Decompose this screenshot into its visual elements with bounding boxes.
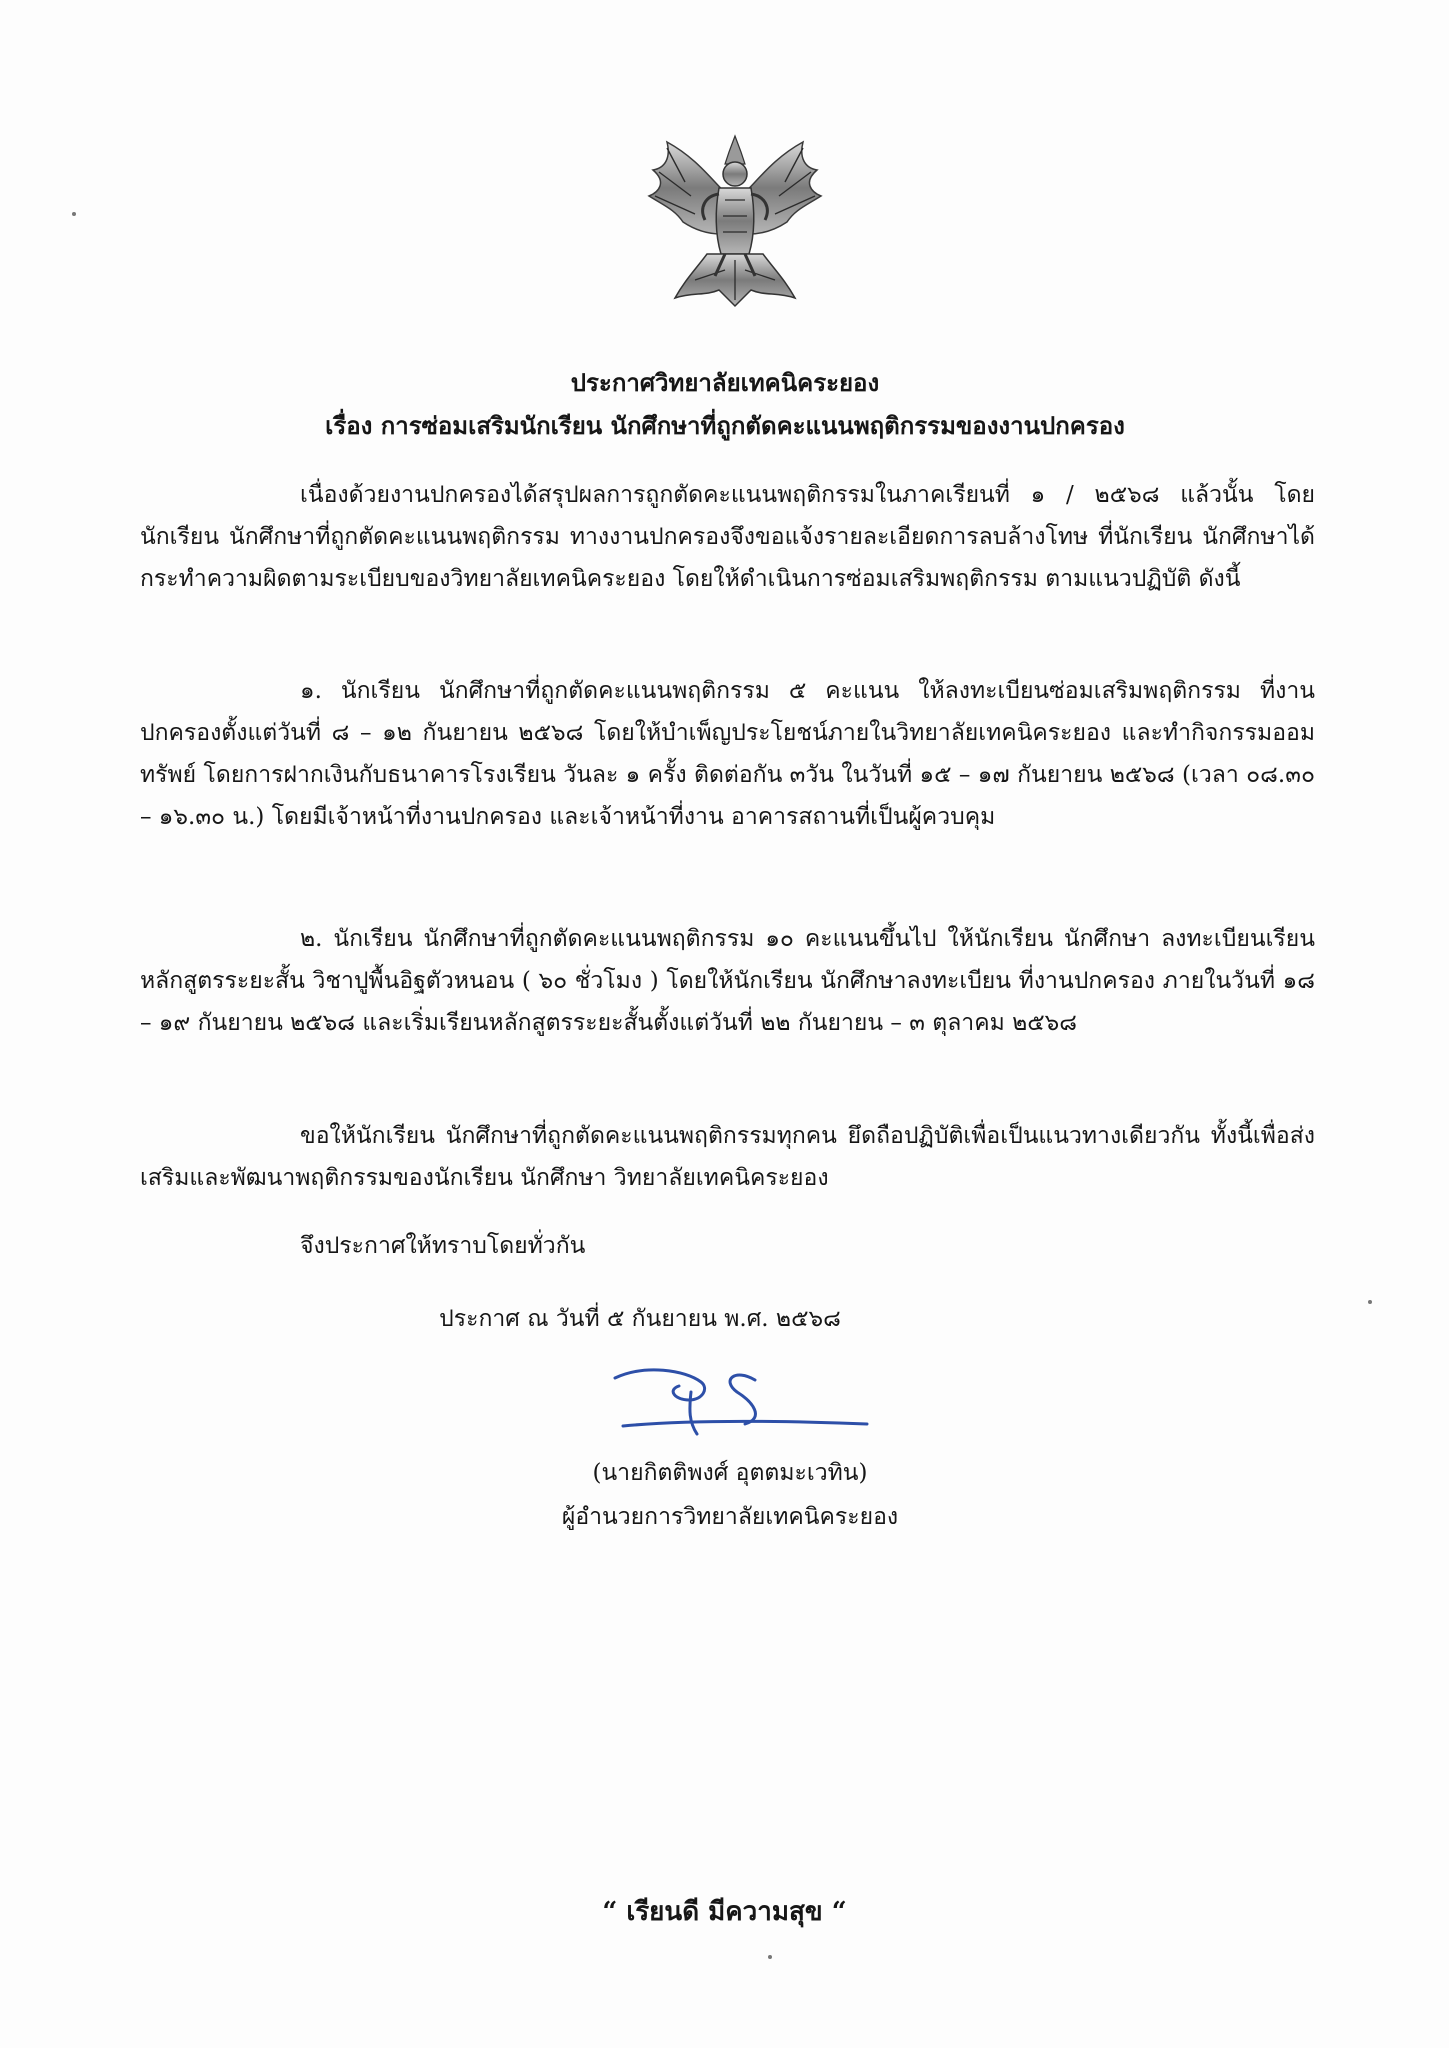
signer-name: (นายกิตติพงศ์ อุตตมะเวทิน)	[592, 1460, 868, 1486]
scan-speck	[72, 212, 76, 216]
signature-icon	[605, 1360, 875, 1450]
document-title: ประกาศวิทยาลัยเทคนิคระยอง	[570, 368, 880, 397]
announcement-date: ประกาศ ณ วันที่ ๕ กันยายน พ.ศ. ๒๕๖๘	[439, 1306, 841, 1332]
announcement-line: จึงประกาศให้ทราบโดยทั่วกัน	[300, 1233, 586, 1259]
closing-paragraph: ขอให้นักเรียน นักศึกษาที่ถูกตัดคะแนนพฤติกรรมทุกคน ยึดถือปฏิบัติเพื่อเป็นแนวทางเดียวกัน ทั้งนี้เพื่อส่งเสริมและพัฒนาพฤติกรรมของนักเรียน นักศึกษา วิทยาลัยเทคนิคระยอง	[140, 1123, 1315, 1191]
signer-position: ผู้อำนวยการวิทยาลัยเทคนิคระยอง	[561, 1504, 899, 1530]
scan-speck	[1368, 1300, 1372, 1304]
scan-speck	[768, 1955, 772, 1959]
item-1-paragraph: ๑. นักเรียน นักศึกษาที่ถูกตัดคะแนนพฤติกรรม ๕ คะแนน ให้ลงทะเบียนซ่อมเสริมพฤติกรรม ที่งานปกครองตั้งแต่วันที่ ๘ – ๑๒ กันยายน ๒๕๖๘ โดยให้บำเพ็ญประโยชน์ภายในวิทยาลัยเทคนิคระยอง และทำกิจกรรมออมทรัพย์ โดยการฝากเงินกับธนาคารโรงเรียน วันละ ๑ ครั้ง ติดต่อกัน ๓วัน ในวันที่ ๑๕ – ๑๗ กันยายน ๒๕๖๘ (เวลา ๐๘.๓๐ – ๑๖.๓๐ น.) โดยมีเจ้าหน้าที่งานปกครอง และเจ้าหน้าที่งาน อาคารสถานที่เป็นผู้ควบคุม	[140, 678, 1315, 830]
item-2-paragraph: ๒. นักเรียน นักศึกษาที่ถูกตัดคะแนนพฤติกรรม ๑๐ คะแนนขึ้นไป ให้นักเรียน นักศึกษา ลงทะเบียนเรียนหลักสูตรระยะสั้น วิชาปูพื้นอิฐตัวหนอน ( ๖๐ ชั่วโมง ) โดยให้นักเรียน นักศึกษาลงทะเบียน ที่งานปกครอง ภายในวันที่ ๑๘ – ๑๙ กันยายน ๒๕๖๘ และเริ่มเรียนหลักสูตรระยะสั้นตั้งแต่วันที่ ๒๒ กันยายน – ๓ ตุลาคม ๒๕๖๘	[140, 926, 1315, 1036]
document-subject: เรื่อง การซ่อมเสริมนักเรียน นักศึกษาที่ถูกตัดคะแนนพฤติกรรมของงานปกครอง	[325, 411, 1125, 440]
footer-slogan: “ เรียนดี มีความสุข “	[602, 1897, 847, 1927]
garuda-emblem-icon	[645, 130, 825, 315]
intro-paragraph: เนื่องด้วยงานปกครองได้สรุปผลการถูกตัดคะแนนพฤติกรรมในภาคเรียนที่ ๑ / ๒๕๖๘ แล้วนั้น โดยนักเรียน นักศึกษาที่ถูกตัดคะแนนพฤติกรรม ทางงานปกครองจึงขอแจ้งรายละเอียดการลบล้างโทษ ที่นักเรียน นักศึกษาได้กระทำความผิดตามระเบียบของวิทยาลัยเทคนิคระยอง โดยให้ดำเนินการซ่อมเสริมพฤติกรรม ตามแนวปฏิบัติ ดังนี้	[140, 482, 1315, 592]
